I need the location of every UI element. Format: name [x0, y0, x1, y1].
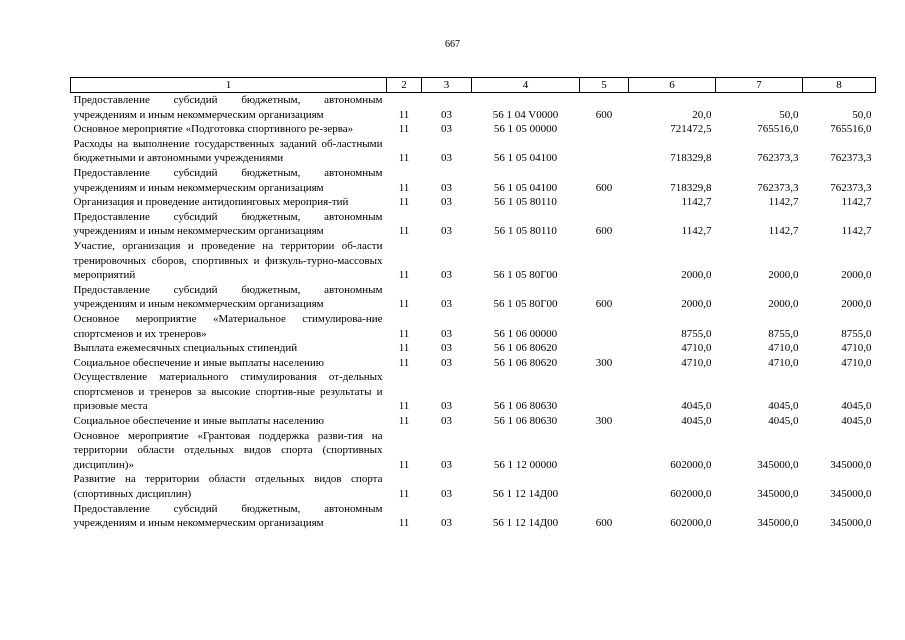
- row-amount-3: 4710,0: [841, 342, 872, 355]
- row-amount-2: 8755,0: [768, 327, 799, 340]
- row-target-code: 56 1 05 00000: [493, 123, 558, 136]
- row-section: 11: [398, 458, 410, 471]
- row-amount-1: 20,0: [692, 108, 712, 121]
- row-name: Основное мероприятие «Материальное стимулирова-ние спортсменов и их тренеров»: [73, 312, 383, 340]
- row-target-code: 56 1 04 V0000: [492, 108, 559, 121]
- row-section: 11: [398, 269, 410, 282]
- row-section: 11: [398, 152, 410, 165]
- table-row: [71, 370, 876, 414]
- row-amount-1: 1142,7: [681, 225, 712, 238]
- row-amount-1: 2000,0: [681, 269, 712, 282]
- row-subsection: 03: [441, 458, 452, 471]
- row-section: 11: [398, 400, 410, 413]
- table-body: [71, 93, 876, 531]
- row-target-code: 56 1 12 14Д00: [492, 517, 559, 530]
- row-amount-1: 602000,0: [670, 458, 712, 471]
- row-name: Предоставление субсидий бюджетным, автономным учреждениям и иным некоммерческим организациям: [73, 166, 383, 194]
- table-row: [71, 166, 876, 195]
- row-section: 11: [398, 327, 410, 340]
- row-target-code: 56 1 12 00000: [493, 458, 558, 471]
- row-section: 11: [398, 225, 410, 238]
- row-section: 11: [398, 517, 410, 530]
- row-section: 11: [398, 415, 410, 428]
- row-amount-2: 4045,0: [768, 400, 799, 413]
- row-subsection: 03: [441, 181, 452, 194]
- row-amount-1: 4710,0: [681, 342, 712, 355]
- header-col-1: 1: [71, 78, 387, 93]
- table-row: [71, 341, 876, 356]
- header-col-7: 7: [716, 78, 803, 93]
- row-amount-2: 4710,0: [768, 342, 799, 355]
- row-amount-2: 1142,7: [768, 196, 799, 209]
- row-name: Предоставление субсидий бюджетным, автономным учреждениям и иным некоммерческим организациям: [73, 210, 383, 238]
- row-section: 11: [398, 488, 410, 501]
- row-expense-type: [580, 370, 629, 414]
- row-subsection: 03: [441, 415, 452, 428]
- row-target-code: 56 1 05 04100: [493, 181, 558, 194]
- row-amount-1: 4045,0: [681, 415, 712, 428]
- row-target-code: 56 1 05 04100: [493, 152, 558, 165]
- row-amount-3: 4045,0: [841, 415, 872, 428]
- table-row: [71, 137, 876, 166]
- row-target-code: 56 1 06 80620: [493, 356, 558, 369]
- page-number: 667: [445, 39, 460, 50]
- table-row: [71, 122, 876, 137]
- row-expense-type: [580, 195, 629, 210]
- row-subsection: 03: [441, 152, 452, 165]
- row-amount-2: 50,0: [779, 108, 799, 121]
- row-subsection: 03: [441, 123, 452, 136]
- row-name: Расходы на выполнение государственных заданий об-ластными бюджетными и автономными учреждениями: [73, 137, 383, 165]
- table-row: [71, 414, 876, 429]
- row-amount-1: 1142,7: [681, 196, 712, 209]
- row-target-code: 56 1 05 80Г00: [493, 269, 558, 282]
- row-expense-type: 600: [595, 108, 613, 121]
- header-col-8: 8: [803, 78, 876, 93]
- row-subsection: 03: [441, 356, 452, 369]
- row-target-code: 56 1 06 80630: [493, 415, 558, 428]
- row-amount-3: 8755,0: [841, 327, 872, 340]
- row-name: Основное мероприятие «Подготовка спортивного ре-зерва»: [73, 123, 354, 136]
- row-name: Выплата ежемесячных специальных стипендий: [73, 342, 298, 355]
- table-row: [71, 429, 876, 473]
- row-target-code: 56 1 12 14Д00: [492, 488, 559, 501]
- header-row: [71, 78, 876, 93]
- row-name: Социальное обеспечение и иные выплаты населению: [73, 356, 325, 369]
- row-amount-2: 345000,0: [757, 517, 799, 530]
- row-amount-2: 762373,3: [757, 152, 799, 165]
- row-expense-type: [580, 122, 629, 137]
- row-expense-type: [580, 341, 629, 356]
- table-header: [71, 78, 876, 93]
- row-target-code: 56 1 06 00000: [493, 327, 558, 340]
- row-amount-1: 2000,0: [681, 298, 712, 311]
- row-amount-2: 4045,0: [768, 415, 799, 428]
- row-subsection: 03: [441, 225, 452, 238]
- row-amount-2: 2000,0: [768, 269, 799, 282]
- row-amount-3: 345000,0: [830, 458, 872, 471]
- row-target-code: 56 1 05 80110: [494, 196, 557, 209]
- row-target-code: 56 1 06 80630: [493, 400, 558, 413]
- row-expense-type: 600: [595, 298, 613, 311]
- row-subsection: 03: [441, 488, 452, 501]
- table-row: [71, 472, 876, 501]
- row-amount-1: 602000,0: [670, 517, 712, 530]
- row-section: 11: [398, 181, 410, 194]
- row-expense-type: 300: [595, 356, 613, 369]
- row-amount-1: 721472,5: [670, 123, 712, 136]
- row-amount-1: 4045,0: [681, 400, 712, 413]
- row-name: Основное мероприятие «Грантовая поддержка разви-тия на территории области отдельных видов спорта (спортивных дисциплин)»: [73, 429, 383, 471]
- row-name: Предоставление субсидий бюджетным, автономным учреждениям и иным некоммерческим организациям: [73, 94, 383, 121]
- row-amount-2: 762373,3: [757, 181, 799, 194]
- table-row: [71, 356, 876, 371]
- row-amount-3: 50,0: [852, 108, 872, 121]
- row-expense-type: 600: [595, 225, 613, 238]
- row-amount-3: 2000,0: [841, 269, 872, 282]
- header-col-2: 2: [387, 78, 422, 93]
- table-row: [71, 195, 876, 210]
- row-expense-type: 300: [595, 415, 613, 428]
- row-subsection: 03: [441, 269, 452, 282]
- row-amount-1: 8755,0: [681, 327, 712, 340]
- row-expense-type: 600: [595, 517, 613, 530]
- row-amount-2: 345000,0: [757, 488, 799, 501]
- row-amount-3: 762373,3: [830, 181, 872, 194]
- budget-table: [70, 77, 876, 531]
- table-row: [71, 210, 876, 239]
- row-amount-2: 2000,0: [768, 298, 799, 311]
- header-col-3: 3: [422, 78, 472, 93]
- row-section: 11: [398, 196, 410, 209]
- row-name: Организация и проведение антидопинговых мероприя-тий: [73, 196, 349, 209]
- row-subsection: 03: [441, 196, 452, 209]
- row-amount-3: 345000,0: [830, 488, 872, 501]
- row-section: 11: [398, 108, 410, 121]
- row-name: Развитие на территории области отдельных видов спорта (спортивных дисциплин): [73, 473, 383, 501]
- row-amount-3: 762373,3: [830, 152, 872, 165]
- row-amount-1: 718329,8: [670, 152, 712, 165]
- row-subsection: 03: [441, 342, 452, 355]
- row-amount-1: 602000,0: [670, 488, 712, 501]
- row-amount-3: 2000,0: [841, 298, 872, 311]
- row-expense-type: [580, 137, 629, 166]
- row-subsection: 03: [441, 517, 452, 530]
- row-target-code: 56 1 05 80Г00: [493, 298, 558, 311]
- row-amount-3: 4710,0: [841, 356, 872, 369]
- row-name: Предоставление субсидий бюджетным, автономным учреждениям и иным некоммерческим организациям: [73, 283, 383, 311]
- row-amount-2: 765516,0: [757, 123, 799, 136]
- row-section: 11: [398, 356, 410, 369]
- row-target-code: 56 1 05 80110: [494, 225, 557, 238]
- header-col-5: 5: [580, 78, 629, 93]
- row-expense-type: [580, 312, 629, 341]
- row-subsection: 03: [441, 327, 452, 340]
- row-amount-2: 345000,0: [757, 458, 799, 471]
- table-row: [71, 283, 876, 312]
- row-amount-1: 718329,8: [670, 181, 712, 194]
- row-amount-3: 765516,0: [830, 123, 872, 136]
- row-name: Осуществление материального стимулирования от-дельных спортсменов и тренеров за высокие спортив-ные результаты и призовые места: [73, 371, 383, 413]
- row-subsection: 03: [441, 298, 452, 311]
- row-name: Предоставление субсидий бюджетным, автономным учреждениям и иным некоммерческим организациям: [73, 502, 383, 530]
- row-section: 11: [398, 298, 410, 311]
- header-col-4: 4: [472, 78, 580, 93]
- row-subsection: 03: [441, 108, 452, 121]
- row-amount-1: 4710,0: [681, 356, 712, 369]
- header-col-6: 6: [629, 78, 716, 93]
- row-expense-type: 600: [595, 181, 613, 194]
- row-amount-2: 1142,7: [768, 225, 799, 238]
- row-expense-type: [580, 472, 629, 501]
- row-amount-2: 4710,0: [768, 356, 799, 369]
- row-target-code: 56 1 06 80620: [493, 342, 558, 355]
- row-amount-3: 345000,0: [830, 517, 872, 530]
- row-section: 11: [398, 123, 410, 136]
- table-row: [71, 239, 876, 283]
- table-row: [71, 312, 876, 341]
- row-name: Участие, организация и проведение на территории об-ласти тренировочных сборов, спортивных и физкуль-турно-массовых мероприятий: [73, 239, 383, 282]
- row-amount-3: 1142,7: [841, 225, 872, 238]
- row-amount-3: 4045,0: [841, 400, 872, 413]
- row-amount-3: 1142,7: [841, 196, 872, 209]
- row-name: Социальное обеспечение и иные выплаты населению: [73, 415, 325, 428]
- row-expense-type: [580, 239, 629, 283]
- row-subsection: 03: [441, 400, 452, 413]
- row-section: 11: [398, 342, 410, 355]
- table-row: [71, 93, 876, 123]
- table-row: [71, 502, 876, 531]
- row-expense-type: [580, 429, 629, 473]
